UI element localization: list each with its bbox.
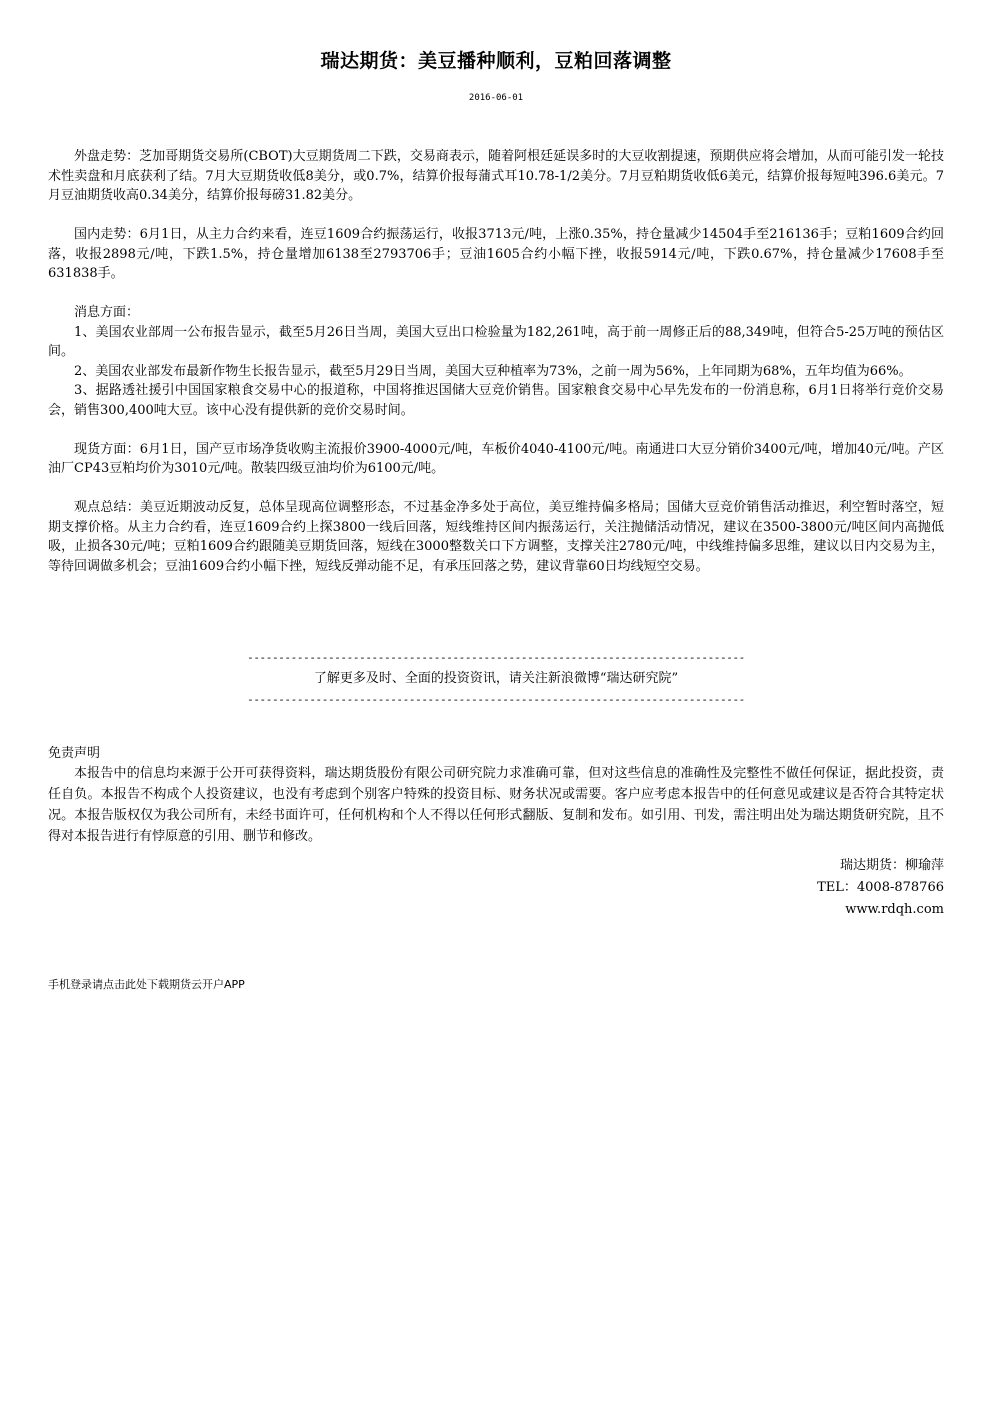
signature-tel: TEL：4008-878766 xyxy=(817,880,944,895)
signature-author: 瑞达期货：柳瑜萍 xyxy=(839,858,944,873)
report-title: 瑞达期货：美豆播种顺利，豆粕回落调整 xyxy=(320,50,672,72)
domestic-market-paragraph: 国内走势：6月1日，从主力合约来看，连豆1609合约振荡运行，收报3713元/吨，上涨0.35%，持仓量减少14504手至216136手；豆粕1609合约回落，收报2898元/吨，下跌1.5%，持仓量增加6138至2793706手；豆油1605合约小幅下挫，收报5914元/吨，下跌0.67%，持仓量减少17608手至631838手。 xyxy=(48,227,944,281)
news-item: 1、美国农业部周一公布报告显示，截至5月26日当周，美国大豆出口检验量为182,261吨，高于前一周修正后的88,349吨，但符合5-25万吨的预估区间。 xyxy=(48,324,944,359)
signature-block xyxy=(817,855,944,921)
divider-line-bottom: -------------------------------------------------------------------------------- xyxy=(247,693,745,706)
disclaimer-section xyxy=(48,763,944,847)
overseas-market-paragraph: 外盘走势：芝加哥期货交易所(CBOT)大豆期货周二下跌，交易商表示，随着阿根廷延误多时的大豆收割提速，预期供应将会增加，从而可能引发一轮技术性卖盘和月底获利了结。7月大豆期货收低8美分，或0.7%，结算价报每蒲式耳10.78-1/2美分。7月豆粕期货收低6美元，结算价报每短吨396.6美元。7月豆油期货收高0.34美分，结算价报每磅31.82美分。 xyxy=(48,149,944,203)
signature-website-link[interactable]: www.rdqh.com xyxy=(845,902,944,917)
divider-line-top: -------------------------------------------------------------------------------- xyxy=(247,651,745,664)
promo-block xyxy=(0,647,992,710)
spot-market-paragraph: 现货方面：6月1日，国产豆市场净货收购主流报价3900-4000元/吨，车板价4040-4100元/吨。南通进口大豆分销价3400元/吨，增加40元/吨。产区油厂CP43豆粕均价为3010元/吨。散装四级豆油均价为6100元/吨。 xyxy=(48,441,944,476)
report-body xyxy=(48,147,944,576)
report-date: 2016-06-01 xyxy=(468,93,524,103)
app-download-link[interactable]: 手机登录请点击此处下载期货云开户APP xyxy=(48,978,245,991)
news-heading: 消息方面： xyxy=(74,305,140,320)
promo-text: 了解更多及时、全面的投资资讯，请关注新浪微博“瑞达研究院” xyxy=(313,671,679,686)
disclaimer-text: 本报告中的信息均来源于公开可获得资料，瑞达期货股份有限公司研究院力求准确可靠，但对这些信息的准确性及完整性不做任何保证，据此投资，责任自负。本报告不构成个人投资建议，也没有考虑到个别客户特殊的投资目标、财务状况或需要。客户应考虑本报告中的任何意见或建议是否符合其特定状况。本报告版权仅为我公司所有，未经书面许可，任何机构和个人不得以任何形式翻版、复制和发布。如引用、刊发，需注明出处为瑞达期货研究院，且不得对本报告进行有悖原意的引用、删节和修改。 xyxy=(48,766,944,844)
news-item: 3、据路透社援引中国国家粮食交易中心的报道称，中国将推迟国储大豆竞价销售。国家粮食交易中心早先发布的一份消息称，6月1日将举行竞价交易会，销售300,400吨大豆。该中心没有提供新的竞价交易时间。 xyxy=(48,383,944,418)
disclaimer-title: 免责声明 xyxy=(48,746,101,761)
summary-paragraph: 观点总结：美豆近期波动反复，总体呈现高位调整形态，不过基金净多处于高位，美豆维持偏多格局；国储大豆竞价销售活动推迟，利空暂时落空，短期支撑价格。从主力合约看，连豆1609合约上探3800一线后回落，短线维持区间内振荡运行，关注抛储活动情况，建议在3500-3800元/吨区间内高抛低吸，止损各30元/吨；豆粕1609合约跟随美豆期货回落，短线在3000整数关口下方调整，支撑关注2780元/吨，中线维持偏多思维，建议以日内交易为主，等待回调做多机会；豆油1609合约小幅下挫，短线反弹动能不足，有承压回落之势，建议背靠60日均线短空交易。 xyxy=(48,500,944,574)
news-item: 2、美国农业部发布最新作物生长报告显示，截至5月29日当周，美国大豆种植率为73%，之前一周为56%，上年同期为68%，五年均值为66%。 xyxy=(74,363,912,379)
